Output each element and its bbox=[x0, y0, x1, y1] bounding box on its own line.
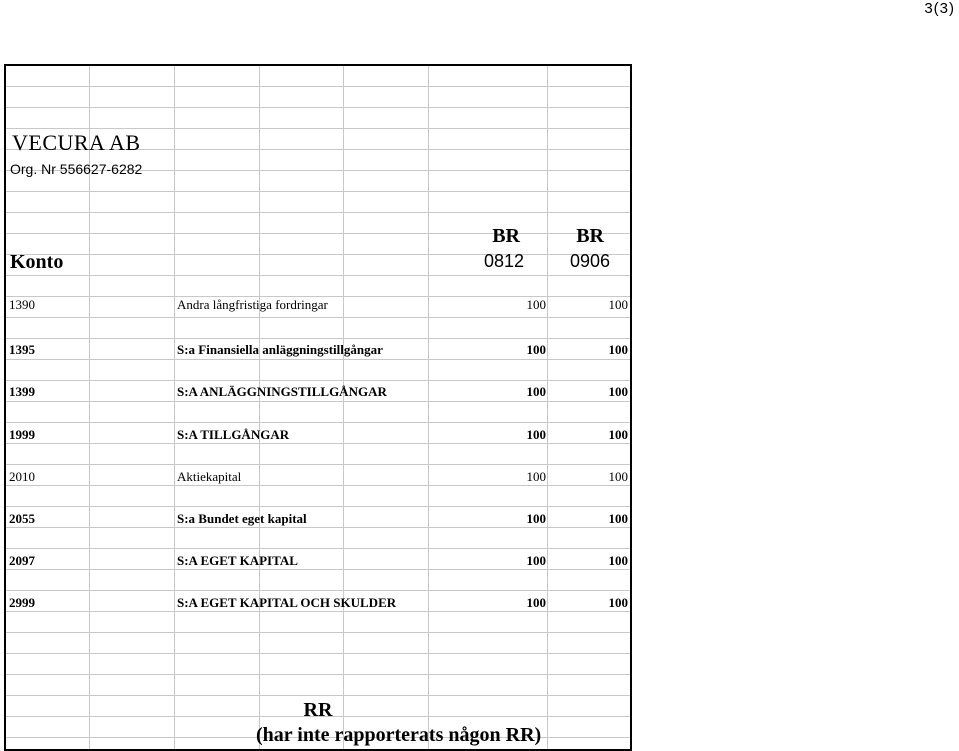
col1-period: 0812 bbox=[483, 251, 524, 271]
account-name: S:a Finansiella anläggningstillgångar bbox=[177, 342, 383, 357]
column-divider bbox=[428, 66, 429, 749]
column-divider bbox=[174, 66, 175, 749]
col2-type: BR bbox=[576, 225, 604, 247]
account-number: 1399 bbox=[9, 384, 35, 399]
account-name: S:A EGET KAPITAL bbox=[177, 553, 298, 568]
account-name: S:a Bundet eget kapital bbox=[177, 511, 307, 526]
account-number: 1999 bbox=[9, 427, 35, 442]
column-divider bbox=[343, 66, 344, 749]
account-number: 2999 bbox=[9, 595, 35, 610]
account-name: S:A TILLGÅNGAR bbox=[177, 427, 290, 442]
value-col2: 100 bbox=[608, 511, 628, 526]
value-col1: 100 bbox=[526, 384, 546, 399]
value-col2: 100 bbox=[608, 427, 628, 442]
value-col2: 100 bbox=[608, 595, 628, 610]
column-divider bbox=[547, 66, 548, 749]
account-name: S:A ANLÄGGNINGSTILLGÅNGAR bbox=[177, 384, 387, 399]
value-col2: 100 bbox=[608, 553, 628, 568]
org-number: Org. Nr 556627-6282 bbox=[10, 161, 143, 177]
value-col2: 100 bbox=[608, 342, 628, 357]
column-divider bbox=[259, 66, 260, 749]
rr-note: (har inte rapporterats någon RR) bbox=[256, 724, 542, 746]
account-number: 1395 bbox=[9, 342, 35, 357]
page-number: 3(3) bbox=[924, 0, 955, 17]
account-number: 2097 bbox=[9, 553, 35, 568]
value-col1: 100 bbox=[526, 553, 546, 568]
account-number: 1390 bbox=[9, 297, 35, 312]
value-col2: 100 bbox=[608, 469, 628, 484]
account-name: Aktiekapital bbox=[177, 469, 242, 484]
rr-title: RR bbox=[303, 699, 333, 721]
value-col1: 100 bbox=[526, 511, 546, 526]
value-col2: 100 bbox=[608, 297, 628, 312]
account-number: 2055 bbox=[9, 511, 35, 526]
value-col1: 100 bbox=[526, 469, 546, 484]
col1-type: BR bbox=[492, 225, 520, 247]
account-name: Andra långfristiga fordringar bbox=[177, 297, 328, 312]
konto-header: Konto bbox=[10, 251, 64, 273]
spreadsheet bbox=[4, 64, 632, 751]
value-col1: 100 bbox=[526, 595, 546, 610]
value-col1: 100 bbox=[526, 427, 546, 442]
value-col2: 100 bbox=[608, 384, 628, 399]
company-name: VECURA AB bbox=[12, 130, 141, 155]
account-number: 2010 bbox=[9, 469, 35, 484]
value-col1: 100 bbox=[526, 297, 546, 312]
account-name: S:A EGET KAPITAL OCH SKULDER bbox=[177, 595, 397, 610]
value-col1: 100 bbox=[526, 342, 546, 357]
col2-period: 0906 bbox=[569, 251, 610, 271]
